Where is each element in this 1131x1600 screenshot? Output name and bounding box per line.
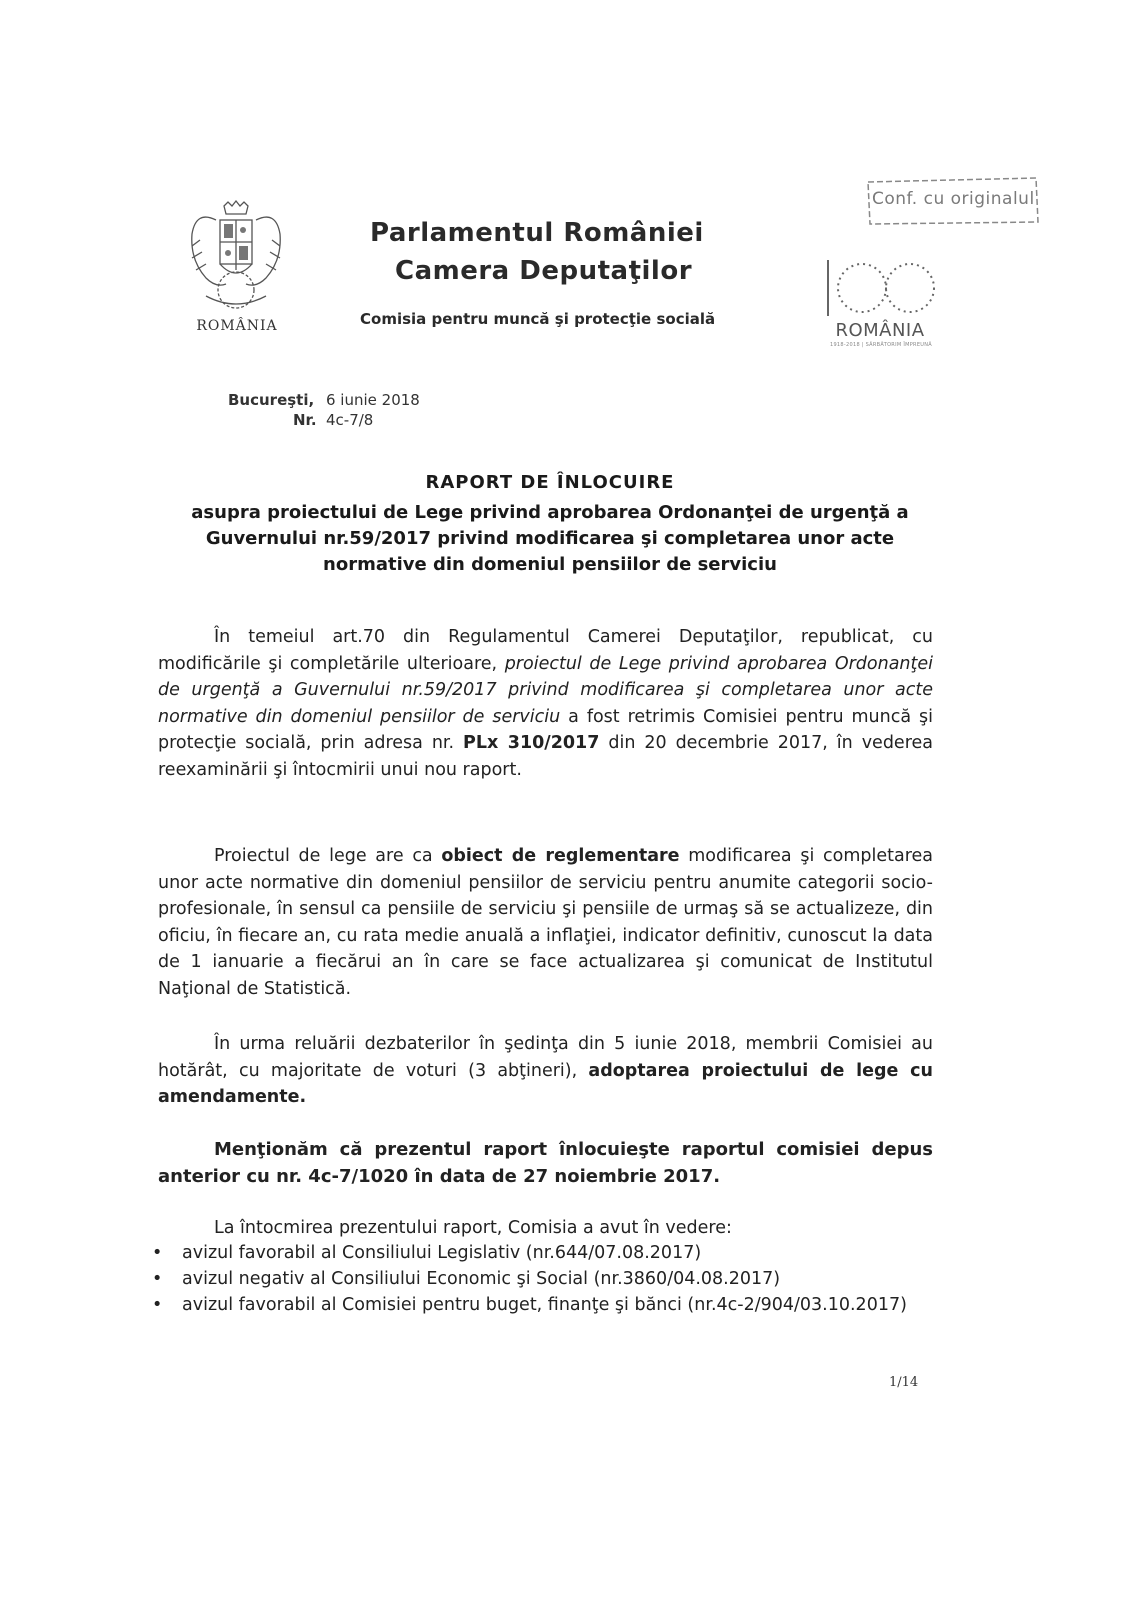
stamp-text: Conf. cu originalul [872, 189, 1035, 209]
p5-text: La întocmirea prezentului raport, Comisia a avut în vedere: [214, 1218, 732, 1238]
p1-text-a: În temeiul art.70 din Regulamentul Camerei Deputaţilor, republicat, cu modificările şi completările ulterioare, [158, 627, 933, 674]
centenary-logo-icon [818, 254, 938, 322]
p1-text-e: din 20 decembrie 2017, în vederea reexaminării şi întocmirii unui nou raport. [158, 733, 933, 780]
document-number: 4c-7/8 [326, 411, 374, 429]
chamber-title: Camera Deputaţilor [395, 256, 693, 286]
place-label: Bucureşti, [228, 391, 315, 409]
report-title: RAPORT DE ÎNLOCUIRE [425, 472, 675, 493]
committee-name: Comisia pentru muncă şi protecţie socială [360, 310, 716, 328]
p3-text-a: În urma reluării dezbaterilor în şedinţa din 5 iunie 2018, membrii Comisiei au hotărât, cu majoritate de voturi (3 abţineri), [158, 1034, 933, 1081]
centenary-logo-subtitle: 1918-2018 | SĂRBĂTORIM ÎMPREUNĂ [829, 342, 933, 348]
opinions-list [150, 1240, 940, 1318]
paragraph-legal-basis [158, 624, 933, 783]
document-date: 6 iunie 2018 [326, 391, 420, 409]
page-number: 1/14 [889, 1375, 919, 1390]
bullet-icon: • [152, 1295, 163, 1315]
p2-text-a: Proiectul de lege are ca [214, 846, 442, 866]
paragraph-considerations [158, 1215, 933, 1242]
list-item: • avizul negativ al Consiliului Economic şi Social (nr.3860/04.08.2017) [150, 1266, 940, 1292]
p4-text: Menţionăm că prezentul raport înlocuieşte raportul comisiei depus anterior cu nr. 4c-7/1020 în data de 27 noiembrie 2017. [158, 1139, 933, 1187]
paragraph-replacement-note [158, 1137, 933, 1190]
bullet-icon: • [152, 1269, 163, 1289]
coat-of-arms-caption: ROMÂNIA [196, 318, 278, 334]
p1-bill-title: proiectul de Lege privind aprobarea Ordonanţei de urgenţă a Guvernului nr.59/2017 privind modificarea şi completarea unor acte normative din domeniul pensiilor de serviciu [158, 653, 933, 727]
p2-object-label: obiect de reglementare [441, 846, 680, 866]
p1-bill-number: PLx 310/2017 [463, 733, 600, 753]
institution-title: Parlamentul României [370, 218, 704, 248]
report-heading [160, 472, 940, 578]
bullet-icon: • [152, 1243, 163, 1263]
number-label: Nr. [293, 411, 317, 429]
paragraph-decision [158, 1031, 933, 1111]
coat-of-arms-icon [186, 200, 286, 315]
list-item: • avizul favorabil al Comisiei pentru buget, finanţe şi bănci (nr.4c-2/904/03.10.2017) [150, 1292, 940, 1318]
list-item: • avizul favorabil al Consiliului Legislativ (nr.644/07.08.2017) [150, 1240, 940, 1266]
paragraph-object [158, 843, 933, 1002]
p1-text-c: a fost retrimis Comisiei pentru muncă şi protecţie socială, prin adresa nr. [158, 706, 933, 753]
p3-decision: adoptarea proiectului de lege cu amendamente. [158, 1060, 933, 1107]
report-subtitle: asupra proiectului de Lege privind aprobarea Ordonanţei de urgenţă a Guvernului nr.59/2017 privind modificarea şi completarea unor acte normative din domeniul pensiilor de serviciu [191, 502, 909, 575]
p2-text-c: modificarea şi completarea unor acte normative din domeniul pensiilor de serviciu pentru anumite categorii socio-profesionale, în sensul ca pensiile de serviciu şi pensiile de urmaş să se actualizeze, din oficiu, în fiecare an, cu rata medie anuală a inflaţiei, indicator definitiv, cunoscut la data de 1 ianuarie a fiecărui an în care se face actualizarea şi comunicat de Institutul Naţional de Statistică. [158, 846, 934, 999]
centenary-logo-word: ROMÂNIA [835, 320, 925, 341]
